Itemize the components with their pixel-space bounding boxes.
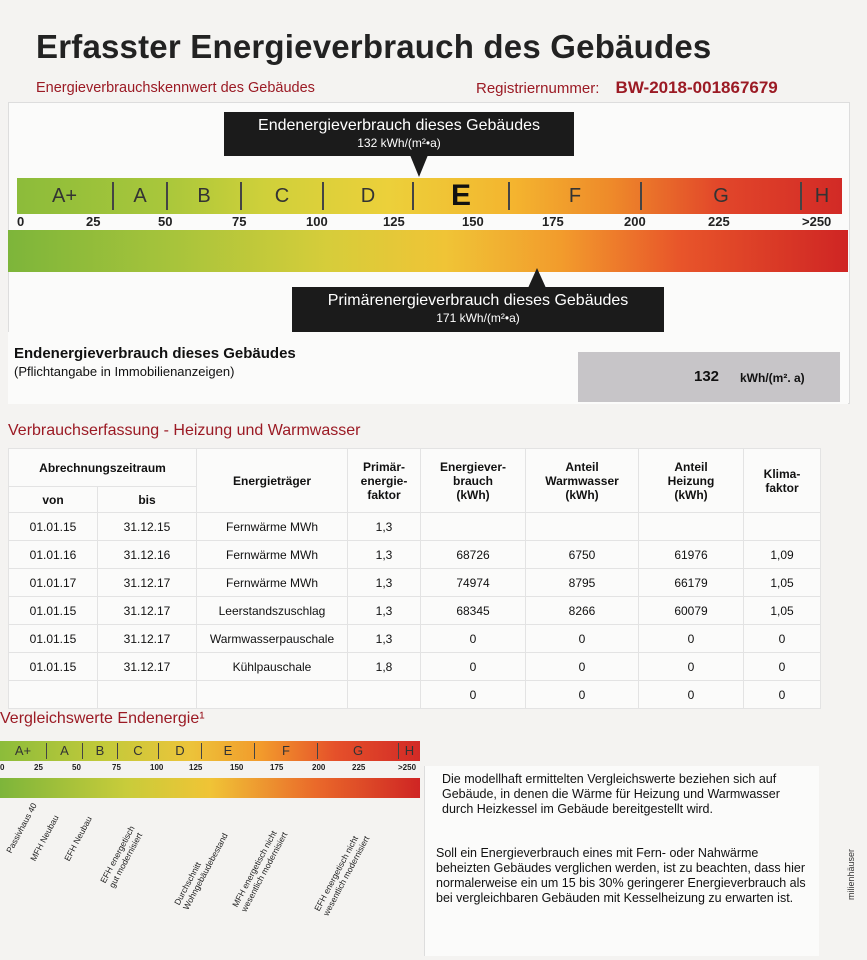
cell-pef: 1,8 (348, 653, 421, 681)
cell-pef: 1,3 (348, 541, 421, 569)
cell-climate (744, 513, 821, 541)
cell-to: 31.12.17 (98, 625, 197, 653)
cell-climate: 1,05 (744, 569, 821, 597)
table-row (9, 569, 821, 597)
class-label: G (713, 185, 729, 207)
cell-from: 01.01.17 (9, 569, 98, 597)
cell-carrier: Kühlpauschale (197, 653, 348, 681)
mini-tick: 50 (72, 763, 81, 772)
cell-consumption: 0 (421, 625, 526, 653)
end-energy-callout (224, 112, 574, 156)
cell-pef: 1,3 (348, 597, 421, 625)
header-heating: Anteil Heizung (kWh) (639, 449, 744, 513)
cell-heating: 66179 (639, 569, 744, 597)
cell-climate: 0 (744, 625, 821, 653)
mini-tick: 225 (352, 763, 366, 772)
class-label: A (133, 185, 147, 207)
comparison-gradient-bar (0, 778, 420, 798)
cell-warm-water: 0 (526, 625, 639, 653)
cell-warm-water: 6750 (526, 541, 639, 569)
end-callout-title: Endenergieverbrauch dieses Gebäudes (258, 117, 540, 134)
mini-tick: 75 (112, 763, 121, 772)
efficiency-scale (17, 178, 842, 214)
registration (476, 78, 778, 98)
subtitle: Energieverbrauchskennwert des Gebäudes (36, 80, 315, 96)
class-label: D (360, 185, 376, 207)
cell-to: 31.12.17 (98, 653, 197, 681)
cell-from (9, 681, 98, 709)
scale-tick: 75 (232, 214, 247, 229)
primary-energy-pointer (528, 268, 546, 288)
mini-class-label: A (60, 743, 69, 758)
cell-consumption: 0 (421, 653, 526, 681)
cell-warm-water (526, 513, 639, 541)
cell-climate: 1,09 (744, 541, 821, 569)
end-energy-value: 132 (694, 368, 720, 385)
page-title: Erfasster Energieverbrauch des Gebäudes (36, 28, 712, 65)
cell-climate: 1,05 (744, 597, 821, 625)
scale-tick: 150 (462, 214, 484, 229)
mini-class-label: C (133, 743, 143, 758)
table-row (9, 597, 821, 625)
cell-from: 01.01.15 (9, 653, 98, 681)
header-consumption: Energiever- brauch (kWh) (421, 449, 526, 513)
cell-to: 31.12.15 (98, 513, 197, 541)
cell-heating (639, 513, 744, 541)
header-warm-water: Anteil Warmwasser (kWh) (526, 449, 639, 513)
mini-tick: 25 (34, 763, 43, 772)
table-row (9, 653, 821, 681)
cell-warm-water: 0 (526, 653, 639, 681)
header-to: bis (98, 487, 197, 513)
cell-consumption: 0 (421, 681, 526, 709)
cell-heating: 61976 (639, 541, 744, 569)
cell-from: 01.01.15 (9, 513, 98, 541)
header-climate: Klima- faktor (744, 449, 821, 513)
mini-class-label: H (404, 743, 415, 758)
mini-class-label: D (175, 743, 185, 758)
cell-heating: 0 (639, 625, 744, 653)
cell-warm-water: 8795 (526, 569, 639, 597)
mini-class-label: G (352, 743, 364, 758)
building-type-label: EFH Neubau (62, 814, 94, 863)
consumption-title: Verbrauchserfassung - Heizung und Warmwasser (8, 422, 361, 439)
scale-tick: 25 (86, 214, 101, 229)
cell-pef (348, 681, 421, 709)
consumption-table (8, 448, 821, 709)
building-type-label: EFH energetisch gut modernisiert (98, 824, 145, 890)
cell-from: 01.01.15 (9, 625, 98, 653)
end-callout-value: 132 kWh/(m²•a) (357, 136, 441, 150)
header-from: von (9, 487, 98, 513)
primary-energy-callout (292, 287, 664, 332)
scale-tick: 0 (17, 214, 25, 229)
scale-tick: 175 (542, 214, 564, 229)
cell-pef: 1,3 (348, 569, 421, 597)
cell-carrier: Fernwärme MWh (197, 569, 348, 597)
mini-class-label: E (223, 743, 233, 758)
mini-class-label: B (95, 743, 105, 758)
registration-number: BW-2018-001867679 (615, 78, 778, 97)
primary-callout-value: 171 kWh/(m²•a) (436, 311, 520, 325)
mini-class-label: F (282, 743, 290, 758)
gradient-bar (8, 230, 848, 272)
cell-from: 01.01.16 (9, 541, 98, 569)
cell-warm-water: 8266 (526, 597, 639, 625)
mini-tick: 175 (270, 763, 284, 772)
cell-carrier: Fernwärme MWh (197, 541, 348, 569)
class-label-current: E (450, 179, 471, 212)
cell-consumption: 74974 (421, 569, 526, 597)
cell-climate: 0 (744, 681, 821, 709)
cell-to (98, 681, 197, 709)
scale-tick: >250 (802, 214, 832, 229)
building-type-label: Durchschnitt Wohngebäudebestand (172, 831, 230, 912)
mini-tick: 200 (312, 763, 326, 772)
end-energy-unit: kWh/(m². a) (740, 371, 805, 385)
end-energy-pointer (410, 155, 428, 177)
cell-carrier: Leerstandszuschlag (197, 597, 348, 625)
scale-tick: 225 (708, 214, 730, 229)
cell-pef: 1,3 (348, 513, 421, 541)
header-period: Abrechnungszeitraum (9, 449, 197, 487)
cell-carrier (197, 681, 348, 709)
cell-climate: 0 (744, 653, 821, 681)
building-type-label: Passivhaus 40 (4, 801, 39, 855)
cell-from: 01.01.15 (9, 597, 98, 625)
scale-tick: 50 (158, 214, 173, 229)
cell-warm-water: 0 (526, 681, 639, 709)
cell-heating: 60079 (639, 597, 744, 625)
building-type-label: EFH energetisch nicht wesentlich modernisiert (312, 834, 372, 918)
table-row (9, 625, 821, 653)
table-row (9, 513, 821, 541)
cell-to: 31.12.17 (98, 597, 197, 625)
cell-consumption: 68345 (421, 597, 526, 625)
class-label: C (274, 185, 290, 207)
mini-tick: 0 (0, 763, 5, 772)
scale-tick: 200 (624, 214, 646, 229)
scale-tick: 125 (383, 214, 405, 229)
comparison-title: Vergleichswerte Endenergie¹ (0, 710, 205, 727)
class-label: H (814, 185, 830, 207)
mini-tick: 125 (189, 763, 203, 772)
cell-to: 31.12.16 (98, 541, 197, 569)
end-energy-label: Endenergieverbrauch dieses Gebäudes (14, 345, 296, 362)
primary-callout-title: Primärenergieverbrauch dieses Gebäudes (327, 292, 629, 309)
class-label: F (568, 185, 582, 207)
mini-class-label: A+ (14, 743, 32, 758)
comparison-scale (0, 741, 420, 761)
mini-tick: >250 (398, 763, 417, 772)
cell-pef: 1,3 (348, 625, 421, 653)
cell-carrier: Fernwärme MWh (197, 513, 348, 541)
building-type-label: MFH energetisch nicht wesentlich modernisiert (230, 828, 290, 914)
header-carrier: Energieträger (197, 449, 348, 513)
header-primary-factor: Primär- energie- faktor (348, 449, 421, 513)
mini-tick: 100 (150, 763, 164, 772)
building-type-label: MFH Neubau (28, 813, 61, 863)
cell-carrier: Warmwasserpauschale (197, 625, 348, 653)
comparison-text-2: Soll ein Energieverbrauch eines mit Fern- oder Nahwärme beheizten Gebäudes verglichen werden, ist zu beachten, dass hier normalerweise ein um 15 bis 30% geringerer Energieverbrauch als bei vergleichbaren Gebäuden mit Kesselheizung zu erwarten ist. (436, 846, 806, 905)
cell-consumption (421, 513, 526, 541)
cell-to: 31.12.17 (98, 569, 197, 597)
table-row (9, 541, 821, 569)
mini-tick: 150 (230, 763, 244, 772)
end-energy-note: (Pflichtangabe in Immobilienanzeigen) (14, 364, 235, 379)
cell-heating: 0 (639, 681, 744, 709)
class-label: A+ (51, 185, 78, 207)
scale-tick: 100 (306, 214, 328, 229)
table-row (9, 681, 821, 709)
comparison-text-1: Die modellhaft ermittelten Vergleichswerte beziehen sich auf Gebäude, in denen die Wärme für Heizung und Warmwasser durch Heizkessel im Gebäude bereitgestellt wird. (442, 772, 780, 816)
registration-label: Registriernummer: (476, 80, 600, 97)
class-label: B (197, 185, 211, 207)
cell-consumption: 68726 (421, 541, 526, 569)
cell-heating: 0 (639, 653, 744, 681)
side-text: milienhäuser (846, 848, 856, 900)
